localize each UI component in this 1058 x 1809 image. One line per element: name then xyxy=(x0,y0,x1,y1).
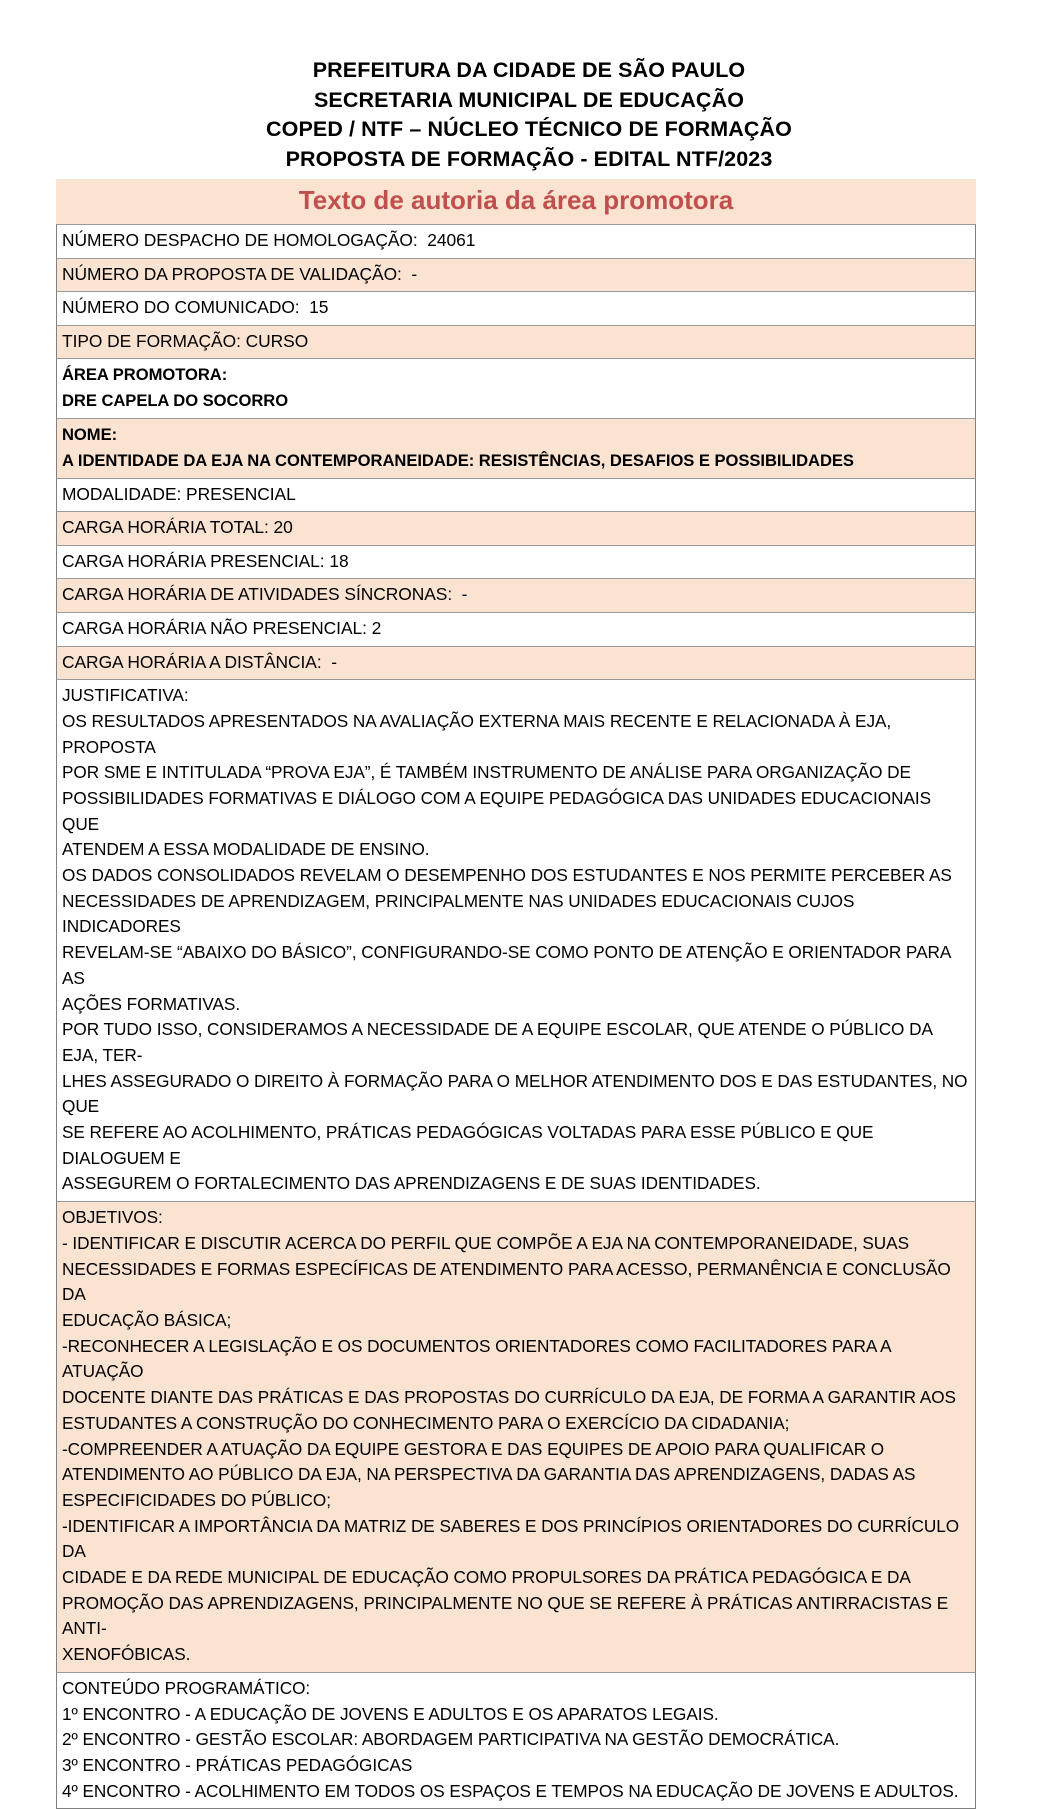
row-line: CARGA HORÁRIA NÃO PRESENCIAL: 2 xyxy=(62,617,382,638)
row-line: CARGA HORÁRIA TOTAL: 20 xyxy=(62,517,293,538)
row-line: 2º ENCONTRO - GESTÃO ESCOLAR: ABORDAGEM PARTICIPATIVA NA GESTÃO DEMOCRÁTICA. xyxy=(62,1729,840,1750)
header-line-4: PROPOSTA DE FORMAÇÃO - EDITAL NTF/2023 xyxy=(285,146,773,171)
row-line: DRE CAPELA DO SOCORRO xyxy=(62,391,289,411)
row-line: ATENDIMENTO AO PÚBLICO DA EJA, NA PERSPECTIVA DA GARANTIA DAS APRENDIZAGENS, DADAS AS xyxy=(62,1464,916,1485)
row-line: ESPECIFICIDADES DO PÚBLICO; xyxy=(62,1489,331,1510)
row-line: 3º ENCONTRO - PRÁTICAS PEDAGÓGICAS xyxy=(62,1754,413,1775)
row-line: PROMOÇÃO DAS APRENDIZAGENS, PRINCIPALMENTE NO QUE SE REFERE À PRÁTICAS ANTIRRACISTAS E ANTI- xyxy=(62,1592,952,1639)
row-line: DOCENTE DIANTE DAS PRÁTICAS E DAS PROPOSTAS DO CURRÍCULO DA EJA, DE FORMA A GARANTIR AOS xyxy=(62,1387,956,1408)
author-band-text: Texto de autoria da área promotora xyxy=(298,185,734,215)
header-line-2: SECRETARIA MUNICIPAL DE EDUCAÇÃO xyxy=(313,87,745,112)
table-row-justificativa xyxy=(56,679,976,1202)
row-line: ÁREA PROMOTORA: xyxy=(62,365,228,385)
row-line: POR TUDO ISSO, CONSIDERAMOS A NECESSIDADE DE A EQUIPE ESCOLAR, QUE ATENDE O PÚBLICO DA EJA, TER- xyxy=(62,1019,937,1065)
row-line: OS DADOS CONSOLIDADOS REVELAM O DESEMPENHO DOS ESTUDANTES E NOS PERMITE PERCEBER AS xyxy=(62,865,952,886)
row-line: CONTEÚDO PROGRAMÁTICO: xyxy=(62,1677,311,1698)
table-row-carga-horaria-nao-presencial xyxy=(56,612,976,647)
row-line: 4º ENCONTRO - ACOLHIMENTO EM TODOS OS ESPAÇOS E TEMPOS NA EDUCAÇÃO DE JOVENS E ADULTOS. xyxy=(62,1780,959,1801)
row-line: XENOFÓBICAS. xyxy=(62,1644,191,1665)
row-line: JUSTIFICATIVA: xyxy=(62,685,189,706)
row-line: - IDENTIFICAR E DISCUTIR ACERCA DO PERFIL QUE COMPÕE A EJA NA CONTEMPORANEIDADE, SUAS xyxy=(62,1232,909,1253)
row-line: OBJETIVOS: xyxy=(62,1207,163,1228)
row-line: NÚMERO DO COMUNICADO: 15 xyxy=(62,297,329,318)
row-line: TIPO DE FORMAÇÃO: CURSO xyxy=(62,330,309,351)
row-line: POSSIBILIDADES FORMATIVAS E DIÁLOGO COM A EQUIPE PEDAGÓGICA DAS UNIDADES EDUCACIONAIS QUE xyxy=(62,787,936,834)
table-row-nome-da-formacao xyxy=(56,418,976,479)
row-line: OS RESULTADOS APRESENTADOS NA AVALIAÇÃO EXTERNA MAIS RECENTE E RELACIONADA À EJA, PROPOSTA xyxy=(62,710,896,757)
row-line: 1º ENCONTRO - A EDUCAÇÃO DE JOVENS E ADULTOS E OS APARATOS LEGAIS. xyxy=(62,1703,719,1724)
proposal-form-table xyxy=(56,224,976,1809)
table-row-carga-horaria-presencial xyxy=(56,545,976,580)
row-line: NECESSIDADES E FORMAS ESPECÍFICAS DE ATENDIMENTO PARA ACESSO, PERMANÊNCIA E CONCLUSÃO DA xyxy=(62,1258,956,1305)
table-row-numero-proposta-validacao xyxy=(56,258,976,293)
row-line: SE REFERE AO ACOLHIMENTO, PRÁTICAS PEDAGÓGICAS VOLTADAS PARA ESSE PÚBLICO E QUE DIALOGUEM E xyxy=(62,1122,879,1168)
row-line: REVELAM-SE “ABAIXO DO BÁSICO”, CONFIGURANDO-SE COMO PONTO DE ATENÇÃO E ORIENTADOR PARA AS xyxy=(62,942,955,988)
document-header xyxy=(0,0,1058,174)
row-line: AÇÕES FORMATIVAS. xyxy=(62,993,241,1014)
table-row-numero-despacho-homologacao xyxy=(56,224,976,259)
table-row-tipo-de-formacao xyxy=(56,325,976,360)
row-line: LHES ASSEGURADO O DIREITO À FORMAÇÃO PARA O MELHOR ATENDIMENTO DOS E DAS ESTUDANTES, NO QUE xyxy=(62,1070,973,1117)
row-line: ATENDEM A ESSA MODALIDADE DE ENSINO. xyxy=(62,839,430,860)
table-row-carga-horaria-a-distancia xyxy=(56,646,976,681)
author-band xyxy=(56,179,976,225)
row-line: NOME: xyxy=(62,424,118,444)
row-line: NÚMERO DESPACHO DE HOMOLOGAÇÃO: 24061 xyxy=(62,230,476,250)
row-line: -IDENTIFICAR A IMPORTÂNCIA DA MATRIZ DE SABERES E DOS PRINCÍPIOS ORIENTADORES DO CURRÍCULO DA xyxy=(62,1515,964,1562)
row-line: CIDADE E DA REDE MUNICIPAL DE EDUCAÇÃO COMO PROPULSORES DA PRÁTICA PEDAGÓGICA E DA xyxy=(62,1567,911,1588)
row-line: -RECONHECER A LEGISLAÇÃO E OS DOCUMENTOS ORIENTADORES COMO FACILITADORES PARA A ATUAÇÃO xyxy=(62,1335,895,1382)
row-line: CARGA HORÁRIA DE ATIVIDADES SÍNCRONAS: - xyxy=(62,584,468,605)
table-row-carga-horaria-atividades-sincronas xyxy=(56,578,976,613)
row-line: CARGA HORÁRIA PRESENCIAL: 18 xyxy=(62,550,349,571)
header-line-3: COPED / NTF – NÚCLEO TÉCNICO DE FORMAÇÃO xyxy=(266,117,792,141)
table-row-modalidade xyxy=(56,478,976,513)
header-line-1: PREFEITURA DA CIDADE DE SÃO PAULO xyxy=(312,58,746,82)
row-line: ASSEGUREM O FORTALECIMENTO DAS APRENDIZAGENS E DE SUAS IDENTIDADES. xyxy=(62,1173,761,1194)
row-line: ESTUDANTES A CONSTRUÇÃO DO CONHECIMENTO PARA O EXERCÍCIO DA CIDADANIA; xyxy=(62,1412,790,1433)
table-row-area-promotora xyxy=(56,358,976,419)
row-line: EDUCAÇÃO BÁSICA; xyxy=(62,1310,232,1330)
row-line: NÚMERO DA PROPOSTA DE VALIDAÇÃO: - xyxy=(62,263,418,284)
table-row-numero-comunicado xyxy=(56,291,976,326)
table-row-carga-horaria-total xyxy=(56,511,976,546)
table-row-conteudo-programatico xyxy=(56,1672,976,1809)
row-line: CARGA HORÁRIA A DISTÂNCIA: - xyxy=(62,651,337,672)
table-row-objetivos xyxy=(56,1201,976,1673)
row-line: A IDENTIDADE DA EJA NA CONTEMPORANEIDADE: RESISTÊNCIAS, DESAFIOS E POSSIBILIDADES xyxy=(62,450,854,470)
row-line: POR SME E INTITULADA “PROVA EJA”, É TAMBÉM INSTRUMENTO DE ANÁLISE PARA ORGANIZAÇÃO DE xyxy=(62,762,911,783)
row-line: NECESSIDADES DE APRENDIZAGEM, PRINCIPALMENTE NAS UNIDADES EDUCACIONAIS CUJOS INDICADORES xyxy=(62,890,860,937)
row-line: -COMPREENDER A ATUAÇÃO DA EQUIPE GESTORA E DAS EQUIPES DE APOIO PARA QUALIFICAR O xyxy=(62,1438,885,1459)
row-line: MODALIDADE: PRESENCIAL xyxy=(62,483,296,504)
